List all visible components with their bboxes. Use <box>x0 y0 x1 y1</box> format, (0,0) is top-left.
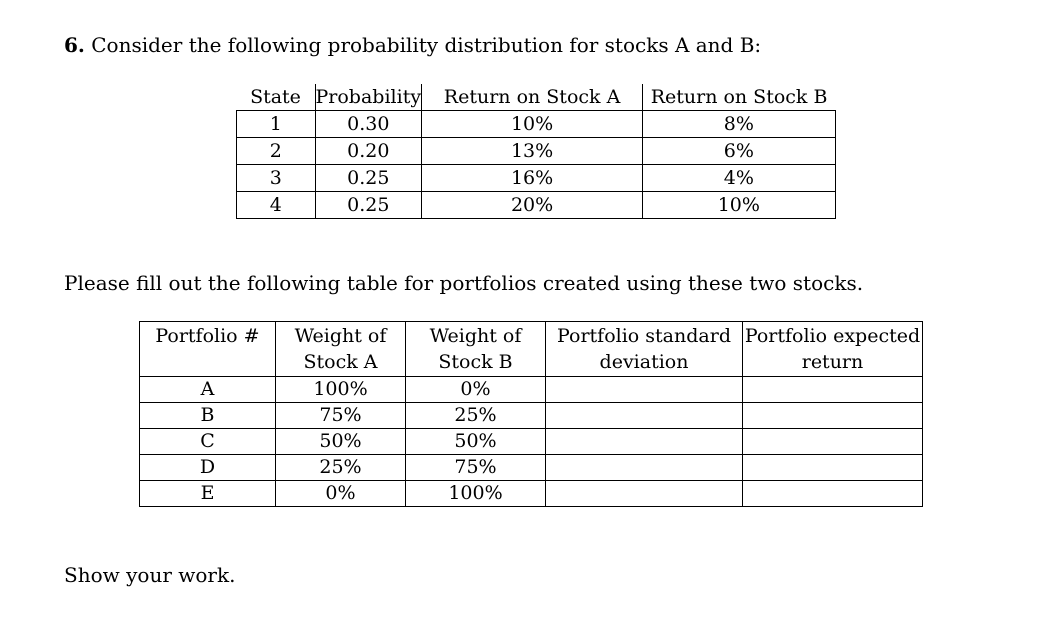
cell-expected-return[interactable] <box>743 455 923 481</box>
cell-return-a: 16% <box>422 165 643 192</box>
cell-return-a: 13% <box>422 138 643 165</box>
cell-weight-a: 25% <box>276 455 406 481</box>
cell-state: 1 <box>237 111 316 138</box>
cell-portfolio: C <box>140 429 276 455</box>
portfolio-table <box>139 321 923 507</box>
cell-portfolio: D <box>140 455 276 481</box>
table-header-row <box>140 322 923 377</box>
cell-state: 4 <box>237 192 316 219</box>
table-row <box>237 111 836 138</box>
probability-distribution-table <box>236 84 836 219</box>
cell-return-b: 4% <box>643 165 836 192</box>
cell-state: 3 <box>237 165 316 192</box>
table-row <box>140 403 923 429</box>
cell-return-b: 6% <box>643 138 836 165</box>
table-row <box>140 481 923 507</box>
table-row <box>140 429 923 455</box>
show-work-note: Show your work. <box>64 563 236 587</box>
table-row <box>140 455 923 481</box>
table-row <box>237 165 836 192</box>
cell-probability: 0.30 <box>315 111 422 138</box>
cell-weight-a: 75% <box>276 403 406 429</box>
instruction-text: Please fill out the following table for portfolios created using these two stocks. <box>64 271 864 295</box>
cell-probability: 0.25 <box>315 165 422 192</box>
cell-std-dev[interactable] <box>546 403 743 429</box>
table-header-row <box>237 84 836 111</box>
cell-portfolio: E <box>140 481 276 507</box>
header-weight-b: Weight of Stock B <box>406 322 546 377</box>
header-portfolio-number: Portfolio # <box>140 322 276 377</box>
table-row <box>237 192 836 219</box>
cell-probability: 0.25 <box>315 192 422 219</box>
cell-weight-b: 25% <box>406 403 546 429</box>
cell-weight-a: 50% <box>276 429 406 455</box>
cell-portfolio: B <box>140 403 276 429</box>
cell-std-dev[interactable] <box>546 429 743 455</box>
cell-weight-b: 50% <box>406 429 546 455</box>
header-return-b: Return on Stock B <box>643 84 836 111</box>
cell-weight-b: 75% <box>406 455 546 481</box>
header-return-a: Return on Stock A <box>422 84 643 111</box>
cell-expected-return[interactable] <box>743 429 923 455</box>
table-row <box>237 138 836 165</box>
cell-probability: 0.20 <box>315 138 422 165</box>
cell-expected-return[interactable] <box>743 377 923 403</box>
cell-return-a: 10% <box>422 111 643 138</box>
cell-return-b: 8% <box>643 111 836 138</box>
table-row <box>140 377 923 403</box>
question-prompt <box>64 30 761 60</box>
header-std-dev: Portfolio standard deviation <box>546 322 743 377</box>
header-probability: Probability <box>315 84 422 111</box>
cell-return-a: 20% <box>422 192 643 219</box>
question-number: 6. <box>64 33 85 57</box>
cell-weight-b: 0% <box>406 377 546 403</box>
cell-state: 2 <box>237 138 316 165</box>
cell-expected-return[interactable] <box>743 403 923 429</box>
cell-std-dev[interactable] <box>546 377 743 403</box>
header-weight-a: Weight of Stock A <box>276 322 406 377</box>
cell-std-dev[interactable] <box>546 455 743 481</box>
cell-weight-a: 100% <box>276 377 406 403</box>
cell-return-b: 10% <box>643 192 836 219</box>
header-expected-return: Portfolio expected return <box>743 322 923 377</box>
cell-portfolio: A <box>140 377 276 403</box>
header-state: State <box>237 84 316 111</box>
cell-std-dev[interactable] <box>546 481 743 507</box>
cell-weight-a: 0% <box>276 481 406 507</box>
cell-expected-return[interactable] <box>743 481 923 507</box>
question-text: Consider the following probability distribution for stocks A and B: <box>84 33 762 57</box>
cell-weight-b: 100% <box>406 481 546 507</box>
